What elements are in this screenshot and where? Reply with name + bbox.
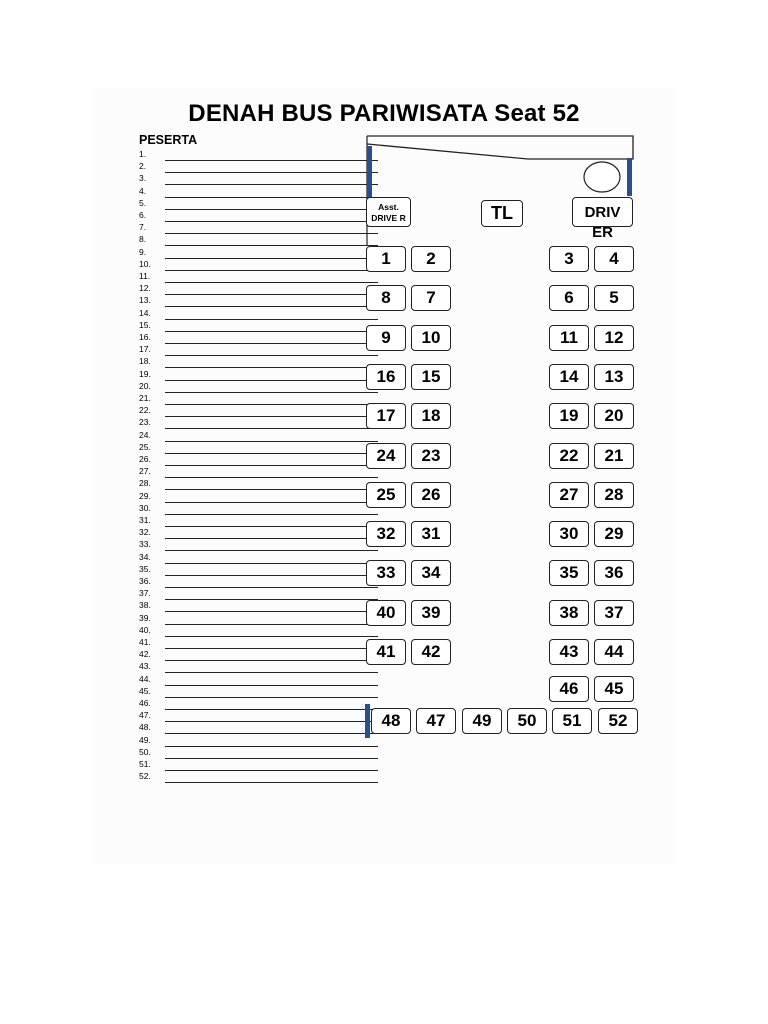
seat[interactable]: 16 <box>366 364 406 390</box>
seat[interactable]: 48 <box>371 708 411 734</box>
peserta-number: 39. <box>139 612 151 623</box>
seat[interactable]: 46 <box>549 676 589 702</box>
seat[interactable]: 25 <box>366 482 406 508</box>
seat[interactable]: 32 <box>366 521 406 547</box>
peserta-number: 27. <box>139 466 151 477</box>
peserta-label: PESERTA <box>139 133 198 147</box>
peserta-number: 29. <box>139 490 151 501</box>
peserta-number: 28. <box>139 478 151 489</box>
seat[interactable]: 30 <box>549 521 589 547</box>
front-door-marker <box>367 146 372 198</box>
peserta-number: 24. <box>139 429 151 440</box>
asst-driver-box <box>366 197 411 227</box>
seat[interactable]: 43 <box>549 639 589 665</box>
peserta-number: 18. <box>139 356 151 367</box>
peserta-number: 46. <box>139 698 151 708</box>
peserta-number: 42. <box>139 649 151 660</box>
peserta-number: 20. <box>139 380 151 391</box>
peserta-number: 47. <box>139 710 151 721</box>
seat[interactable]: 37 <box>594 600 634 626</box>
seat[interactable]: 20 <box>594 403 634 429</box>
seat[interactable]: 21 <box>594 443 634 469</box>
peserta-number: 5. <box>139 197 147 208</box>
peserta-number: 31. <box>139 515 151 525</box>
seat[interactable]: 11 <box>549 325 589 351</box>
steering-wheel-icon <box>584 162 620 192</box>
seat[interactable]: 7 <box>411 285 451 311</box>
asst-driver-label: Asst. DRIVE R <box>371 202 406 223</box>
peserta-number: 4. <box>139 185 147 196</box>
seat[interactable]: 52 <box>598 708 638 734</box>
peserta-number: 37. <box>139 588 151 599</box>
peserta-number: 6. <box>139 210 147 220</box>
peserta-number: 36. <box>139 576 151 586</box>
seat[interactable]: 1 <box>366 246 406 272</box>
rear-door-marker <box>365 704 370 738</box>
seat[interactable]: 38 <box>549 600 589 626</box>
seat[interactable]: 17 <box>366 403 406 429</box>
seat[interactable]: 14 <box>549 364 589 390</box>
seat[interactable]: 6 <box>549 285 589 311</box>
peserta-number: 35. <box>139 563 151 574</box>
peserta-number: 17. <box>139 344 151 355</box>
peserta-number: 33. <box>139 539 151 550</box>
peserta-number: 40. <box>139 624 151 635</box>
peserta-number: 14. <box>139 307 151 318</box>
peserta-number: 38. <box>139 600 151 611</box>
peserta-number: 1. <box>139 149 147 159</box>
seat[interactable]: 9 <box>366 325 406 351</box>
peserta-number: 13. <box>139 295 151 306</box>
peserta-number: 19. <box>139 368 151 379</box>
peserta-number: 7. <box>139 222 147 233</box>
peserta-number: 25. <box>139 441 151 452</box>
peserta-number: 11. <box>139 271 151 281</box>
tl-label: TL <box>491 203 513 223</box>
peserta-number: 51. <box>139 759 151 769</box>
seat[interactable]: 49 <box>462 708 502 734</box>
peserta-number: 41. <box>139 637 151 647</box>
seat[interactable]: 33 <box>366 560 406 586</box>
peserta-number: 48. <box>139 722 151 733</box>
peserta-number: 45. <box>139 685 151 696</box>
seat[interactable]: 27 <box>549 482 589 508</box>
peserta-number: 34. <box>139 551 151 562</box>
seat[interactable]: 40 <box>366 600 406 626</box>
front-right-marker <box>627 158 632 196</box>
seat[interactable]: 12 <box>594 325 634 351</box>
seat[interactable]: 3 <box>549 246 589 272</box>
seat[interactable]: 51 <box>552 708 592 734</box>
peserta-number: 9. <box>139 246 147 257</box>
seat[interactable]: 22 <box>549 443 589 469</box>
peserta-number: 52. <box>139 771 151 782</box>
peserta-number: 49. <box>139 734 151 745</box>
driver-box <box>572 197 633 241</box>
driver-label: DRIV ER <box>584 204 621 241</box>
page-title: DENAH BUS PARIWISATA Seat 52 <box>188 100 580 127</box>
seat[interactable]: 35 <box>549 560 589 586</box>
seat[interactable]: 13 <box>594 364 634 390</box>
seat[interactable]: 19 <box>549 403 589 429</box>
peserta-number: 32. <box>139 527 151 538</box>
peserta-number: 22. <box>139 405 151 416</box>
peserta-number: 30. <box>139 502 151 513</box>
seat[interactable]: 28 <box>594 482 634 508</box>
seat[interactable]: 50 <box>507 708 547 734</box>
seat[interactable]: 10 <box>411 325 451 351</box>
seat[interactable]: 45 <box>594 676 634 702</box>
seat[interactable]: 4 <box>594 246 634 272</box>
seat[interactable]: 36 <box>594 560 634 586</box>
seat[interactable]: 44 <box>594 639 634 665</box>
peserta-number: 21. <box>139 393 151 403</box>
seat[interactable]: 47 <box>416 708 456 734</box>
seat[interactable]: 39 <box>411 600 451 626</box>
seat[interactable]: 2 <box>411 246 451 272</box>
seat[interactable]: 15 <box>411 364 451 390</box>
seat[interactable]: 41 <box>366 639 406 665</box>
peserta-number: 8. <box>139 234 147 245</box>
peserta-number: 26. <box>139 454 151 464</box>
seat[interactable]: 5 <box>594 285 634 311</box>
seat[interactable]: 34 <box>411 560 451 586</box>
peserta-number: 10. <box>139 258 151 269</box>
peserta-number: 2. <box>139 161 147 172</box>
peserta-number: 23. <box>139 417 151 428</box>
seat[interactable]: 31 <box>411 521 451 547</box>
peserta-number: 44. <box>139 673 151 684</box>
peserta-number: 43. <box>139 661 151 672</box>
seat[interactable]: 26 <box>411 482 451 508</box>
peserta-number: 3. <box>139 173 147 184</box>
seat[interactable]: 29 <box>594 521 634 547</box>
tl-box <box>481 200 523 227</box>
peserta-number: 15. <box>139 319 151 330</box>
seat[interactable]: 24 <box>366 443 406 469</box>
seat[interactable]: 18 <box>411 403 451 429</box>
seat[interactable]: 23 <box>411 443 451 469</box>
seat[interactable]: 42 <box>411 639 451 665</box>
peserta-number: 50. <box>139 746 151 757</box>
peserta-number: 12. <box>139 283 151 294</box>
seat[interactable]: 8 <box>366 285 406 311</box>
peserta-number: 16. <box>139 332 151 342</box>
